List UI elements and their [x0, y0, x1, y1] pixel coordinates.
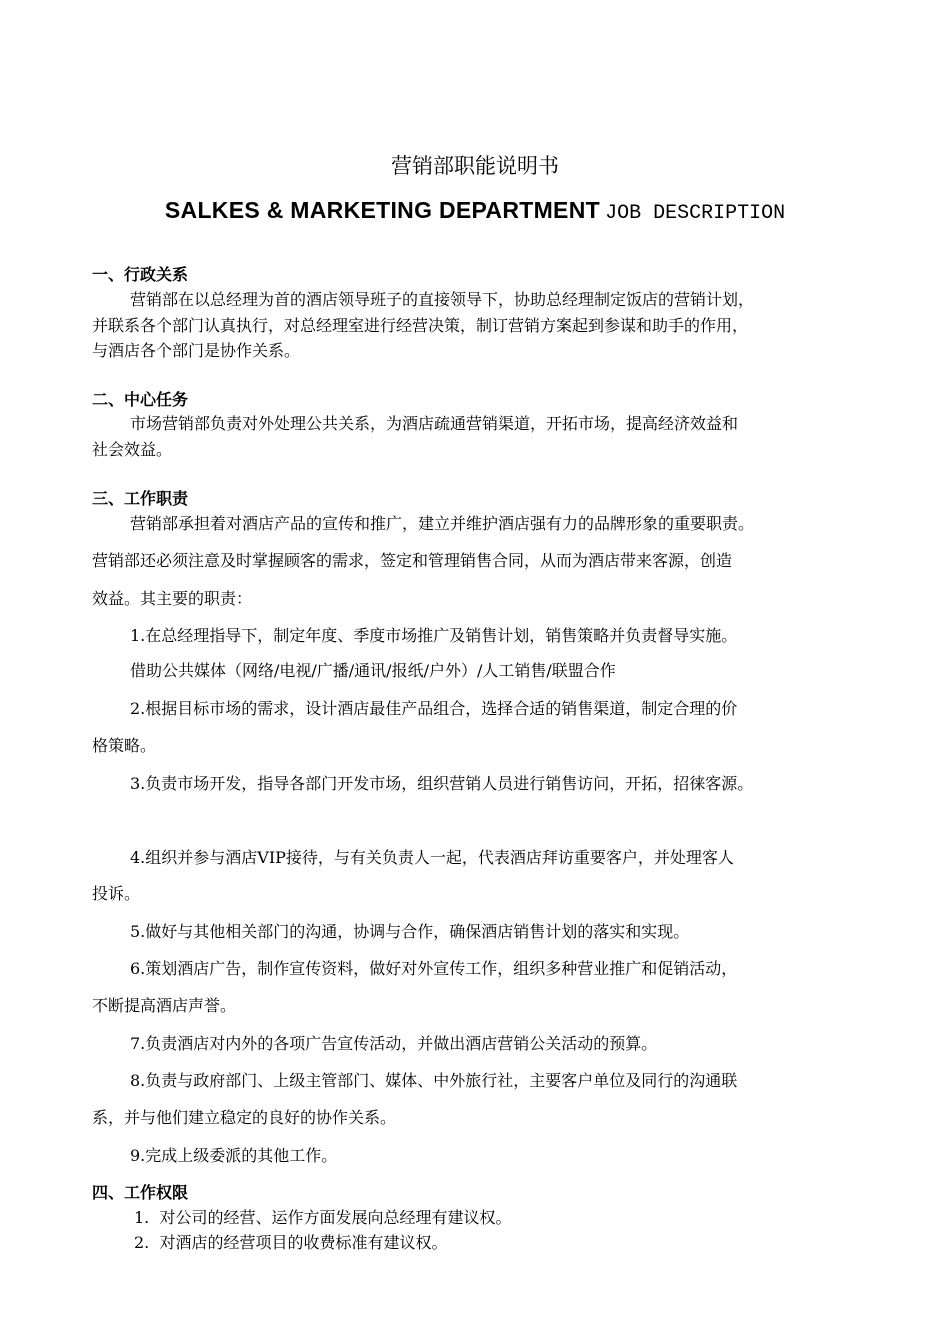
duty-item-6: 6.策划酒店广告，制作宣传资料，做好对外宣传工作，组织多种营业推广和促销活动，	[130, 959, 738, 978]
duty-item-7: 7.负责酒店对内外的各项广告宣传活动，并做出酒店营销公关活动的预算。	[130, 1034, 658, 1053]
duty-item-4: 4.组织并参与酒店VIP接待，与有关负责人一起，代表酒店拜访重要客户，并处理客人	[130, 848, 734, 867]
duty-item-8-cont: 系，并与他们建立稳定的良好的协作关系。	[92, 1108, 397, 1127]
authority-item-1: 1. 对公司的经营、运作方面发展向总经理有建议权。	[134, 1208, 512, 1227]
title-english-bold: SALKES & MARKETING DEPARTMENT	[164, 197, 600, 223]
duty-item-1-detail: 借助公共媒体（网络/电视/广播/通讯/报纸/户外）/人工销售/联盟合作	[130, 661, 616, 680]
paragraph-line: 社会效益。	[92, 440, 173, 459]
paragraph-line: 营销部还必须注意及时掌握顾客的需求，签定和管理销售合同，从而为酒店带来客源，创造	[92, 551, 733, 570]
paragraph-line: 效益。其主要的职责：	[92, 589, 253, 608]
duty-item-4-cont: 投诉。	[92, 884, 141, 903]
paragraph-line: 营销部承担着对酒店产品的宣传和推广，建立并维护酒店强有力的品牌形象的重要职责。	[130, 514, 755, 533]
duty-item-9: 9.完成上级委派的其他工作。	[130, 1146, 338, 1165]
section-heading-job-duties: 三、工作职责	[92, 489, 189, 508]
duty-item-3: 3.负责市场开发，指导各部门开发市场，组织营销人员进行销售访问，开拓，招徕客源。	[130, 774, 754, 793]
title-english-mono: JOB DESCRIPTION	[605, 202, 786, 225]
duty-item-1: 1.在总经理指导下，制定年度、季度市场推广及销售计划，销售策略并负责督导实施。	[130, 626, 738, 645]
paragraph-line: 营销部在以总经理为首的酒店领导班子的直接领导下，协助总经理制定饭店的营销计划，	[130, 290, 755, 309]
authority-item-2: 2. 对酒店的经营项目的收费标准有建议权。	[134, 1233, 448, 1252]
paragraph-line: 与酒店各个部门是协作关系。	[92, 341, 301, 360]
duty-item-2-cont: 格策略。	[92, 736, 157, 755]
section-heading-core-tasks: 二、中心任务	[92, 390, 189, 409]
duty-item-6-cont: 不断提高酒店声誉。	[92, 996, 237, 1015]
document-title-chinese: 营销部职能说明书	[391, 154, 559, 178]
section-heading-admin-relations: 一、行政关系	[92, 265, 189, 284]
duty-item-2: 2.根据目标市场的需求，设计酒店最佳产品组合，选择合适的销售渠道，制定合理的价	[130, 699, 738, 718]
duty-item-5: 5.做好与其他相关部门的沟通，协调与合作，确保酒店销售计划的落实和实现。	[130, 922, 690, 941]
paragraph-line: 并联系各个部门认真执行，对总经理室进行经营决策，制订营销方案起到参谋和助手的作用，	[92, 316, 749, 335]
duty-item-8: 8.负责与政府部门、上级主管部门、媒体、中外旅行社，主要客户单位及同行的沟通联	[130, 1071, 738, 1090]
section-heading-authority: 四、工作权限	[92, 1183, 189, 1202]
paragraph-line: 市场营销部负责对外处理公共关系，为酒店疏通营销渠道，开拓市场，提高经济效益和	[130, 414, 739, 433]
document-title-english	[0, 197, 950, 225]
